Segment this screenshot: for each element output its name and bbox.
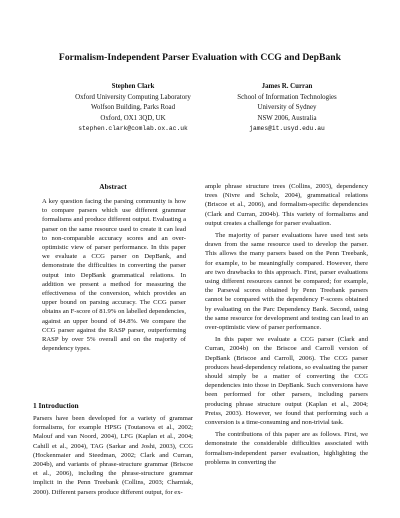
right-column-text [205,182,368,467]
introduction-text [33,414,193,497]
body-paragraph: ample phrase structure trees (Collins, 2003), dependency trees (Nivre and Scholz, 2004), grammatical relations (Briscoe et al., 2006), and formalism-specific dependencies (Clark and Curran, 2004b). This variety of formalisms and output creates a challenge for parser evaluation. [205,183,368,227]
body-paragraph: The contributions of this paper are as follows. First, we demonstrate the considerable difficulties associated with formalism-independent parser evaluation, highlighting the problems in converting the [205,431,368,466]
author-address: University of Sydney [257,104,317,112]
author-address: Wolfson Building, Parks Road [90,104,176,112]
author-stephen-clark [48,82,218,135]
abstract-heading: Abstract [99,182,127,191]
abstract-text [42,197,186,353]
author-affiliation: School of Information Technologies [237,93,337,101]
abstract-paragraph: A key question facing the parsing community is how to compare parsers which use different grammar formalisms and produce different output. Evaluating a parser on the same resource used to create it can lead to non-comparable accuracy scores and an over-optimistic view of parser performance. In this paper we evaluate a CCG parser on DepBank, and demonstrate the difficulties in converting the parser output into DepBank grammatical relations. In addition we present a method for measuring the effectiveness of the conversion, which provides an upper bound on parsing accuracy. The CCG parser obtains an F-score of 81.9% on labelled dependencies, against an upper bound of 84.8%. We compare the CCG parser against the RASP parser, outperforming RASP by over 5% overall and on the majority of dependency types. [42,198,186,353]
body-paragraph: The majority of parser evaluations have used test sets drawn from the same resource used to develop the parser. This allows the many parsers based on the Penn Treebank, for example, to be meaningfully compared. However, there are two drawbacks to this approach. First, parser evaluations using different resources cannot be compared; for example, the Parseval scores obtained by Penn Treebank parsers cannot be compared with the dependency F-scores obtained by evaluating on the Parc Dependency Bank. Second, using the same resource for development and testing can lead to an over-optimistic view of parser performance. [205,232,368,332]
author-james-curran [206,82,368,135]
paper-title: Formalism-Independent Parser Evaluation with CCG and DepBank [58,52,342,63]
author-address: NSW 2006, Australia [257,114,317,122]
author-address: Oxford, OX1 3QD, UK [100,114,166,122]
intro-paragraph: Parsers have been developed for a variety of grammar formalisms, for example HPSG (Toutanova et al., 2002; Malouf and van Noord, 2004), LFG (Kaplan et al., 2004; Cahill et al., 2004), TAG (Sarkar and Joshi, 2003), CCG (Hockenmaier and Steedman, 2002; Clark and Curran, 2004b), and variants of phrase-structure grammar (Briscoe et al., 2006), including the phrase-structure grammar implicit in the Penn Treebank (Collins, 2003; Charniak, 2000). Different parsers produce different output, for ex- [33,415,193,496]
author-affiliation: Oxford University Computing Laboratory [75,93,191,101]
author-email: stephen.clark@comlab.ox.ac.uk [78,125,188,133]
author-name: James R. Curran [261,83,313,90]
section-heading-introduction: 1 Introduction [33,401,79,410]
author-name: Stephen Clark [111,83,155,90]
body-paragraph: In this paper we evaluate a CCG parser (Clark and Curran, 2004b) on the Briscoe and Carroll version of DepBank (Briscoe and Carroll, 2006). The CCG parser produces head-dependency relations, so evaluating the parser should simply be a matter of converting the CCG dependencies into those in DepBank. Such conversions have been performed for other parsers, including parsers producing phrase structure output (Kaplan et al., 2004; Preiss, 2003). However, we found that performing such a conversion is a time-consuming and non-trivial task. [205,336,368,427]
author-email: james@it.usyd.edu.au [249,125,325,133]
